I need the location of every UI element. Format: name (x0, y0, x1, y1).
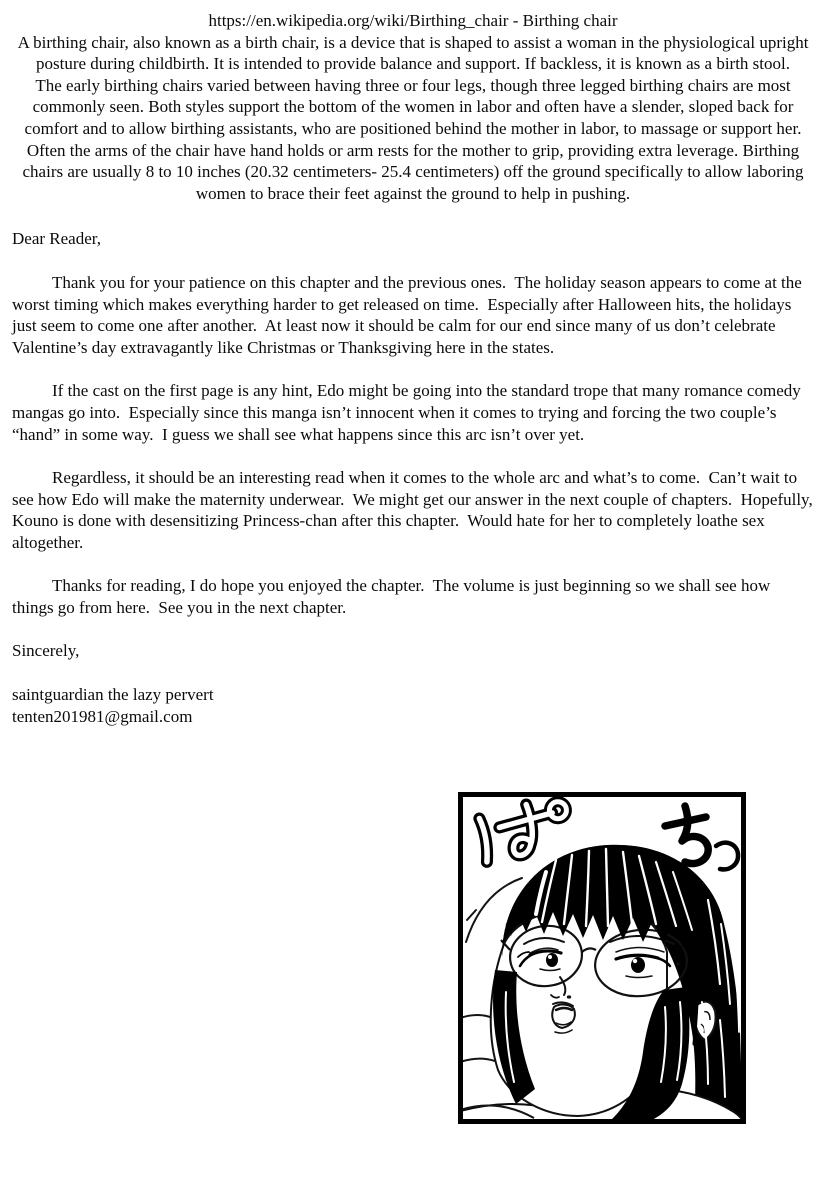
letter-closing: Sincerely, (12, 640, 80, 660)
letter-paragraph-1: Thank you for your patience on this chapter and the previous ones. The holiday season appears to come at the worst timing which makes everything harder to get released on time. Especially after Halloween hits, the holidays just seem to come one after another. At least now it should be calm for our end since many of us don’t celebrate Valentine’s day extravagantly like Christmas or Thanksgiving here in the states. (12, 272, 807, 357)
signature-email: tenten201981@gmail.com (12, 706, 193, 726)
letter-paragraph-3: Regardless, it should be an interesting read when it comes to the whole arc and what’s to come. Can’t wait to see how Edo will make the maternity underwear. We might get our answer in the next couple of chapters. Hopefully, Kouno is done with desensitizing Princess-chan after this chapter. Would hate for her to completely loathe sex altogether. (12, 468, 817, 552)
letter-salutation: Dear Reader, (12, 229, 101, 249)
manga-panel (458, 792, 746, 1124)
wiki-excerpt (12, 10, 814, 204)
letter-paragraph-4: Thanks for reading, I do hope you enjoyed the chapter. The volume is just beginning so we shall see how things go from here. See you in the next chapter. (12, 576, 775, 618)
wiki-source-line: https://en.wikipedia.org/wiki/Birthing_chair - Birthing chair (208, 11, 618, 30)
signature-block (12, 684, 814, 727)
reader-letter (12, 228, 817, 727)
beauty-mark (676, 962, 679, 965)
manga-panel-illustration (458, 792, 746, 1124)
signature-name: saintguardian the lazy pervert (12, 685, 214, 705)
letter-paragraph-2: If the cast on the first page is any hint, Edo might be going into the standard trope that many romance comedy mangas go into. Especially since this manga isn’t innocent when it comes to trying and forcing the two couple’s “hand” in some way. I guess we shall see what happens since this arc isn’t over yet. (12, 381, 805, 444)
wiki-paragraph-1: A birthing chair, also known as a birth chair, is a device that is shaped to assist a woman in the physiological upright posture during childbirth. It is intended to provide balance and support. If backless, it is known as a birth stool. (17, 32, 813, 74)
wiki-paragraph-2: The early birthing chairs varied between having three or four legs, though three legged birthing chairs are most commonly seen. Both styles support the bottom of the women in labor and often have a slender, sloped back for comfort and to allow birthing assistants, who are positioned behind the mother in labor, to massage or support her. Often the arms of the chair have hand holds or arm rests for the mother to grip, providing extra leverage. Birthing chairs are usually 8 to 10 inches (20.32 centimeters- 25.4 centimeters) off the ground specifically to allow laboring women to brace their feet against the ground to help in pushing. (22, 75, 808, 203)
